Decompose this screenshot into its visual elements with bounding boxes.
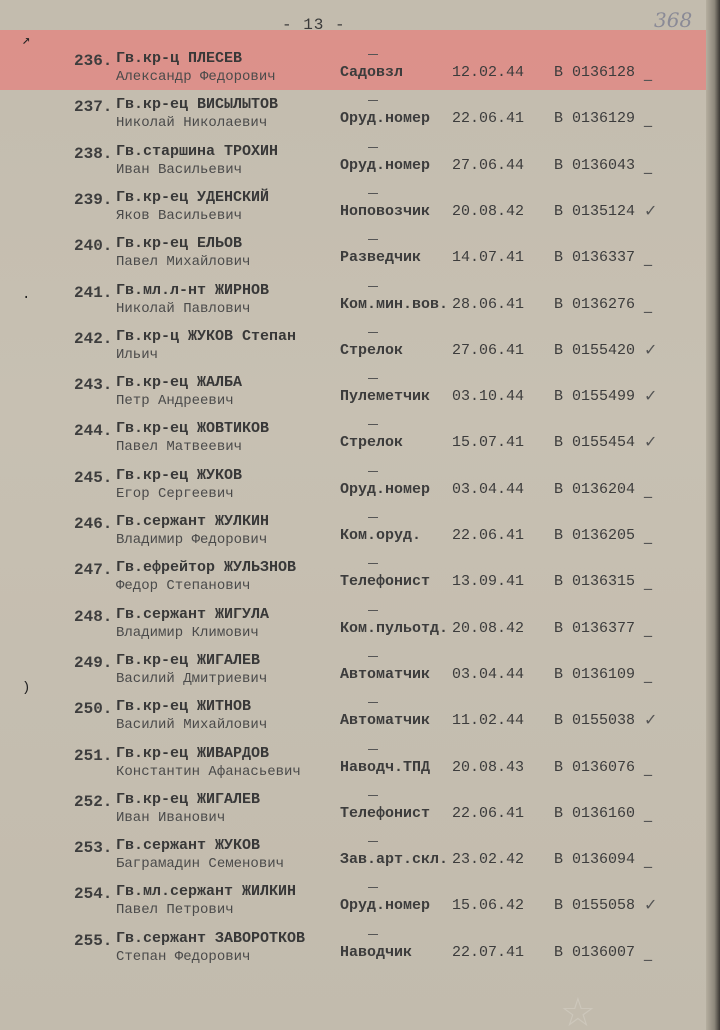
dash-mark [368,517,378,518]
check-mark: _ [644,247,652,266]
check-mark: _ [644,525,652,544]
list-item [0,698,720,742]
rank-surname: Гв.кр-ец ЖУКОВ [116,467,243,484]
given-names: Василий Михайлович [116,717,268,733]
check-mark: _ [644,108,652,127]
check-mark: _ [644,757,652,776]
dash-mark [368,887,378,888]
entry-number: 240. [74,237,113,255]
rank-surname: Гв.кр-ц ПЛЕСЕВ [116,50,243,67]
position: Оруд.номер [340,110,431,127]
entry-number: 247. [74,561,113,579]
list-item [0,652,720,696]
certificate-number: В 0136276 [554,296,636,313]
check-mark: ✓ [644,432,658,451]
date: 15.06.42 [452,897,525,914]
rank-surname: Гв.кр-ец ВИСЫЛЫТОВ [116,96,279,113]
date: 11.02.44 [452,712,525,729]
given-names: Ильич [116,347,159,363]
position: Разведчик [340,249,422,266]
position: Наводч.ТПД [340,759,431,776]
rank-surname: Гв.мл.сержант ЖИЛКИН [116,883,297,900]
date: 13.09.41 [452,573,525,590]
certificate-number: В 0136315 [554,573,636,590]
dash-mark [368,100,378,101]
given-names: Павел Матвеевич [116,439,243,455]
rank-surname: Гв.кр-ц ЖУКОВ Степан [116,328,297,345]
check-mark: _ [644,803,652,822]
check-mark: _ [644,62,652,81]
date: 22.06.41 [452,527,525,544]
page-number: - 13 - [282,16,346,34]
position: Оруд.номер [340,481,431,498]
list-item [0,745,720,789]
certificate-number: В 0155420 [554,342,636,359]
list-item [0,96,720,140]
dash-mark [368,471,378,472]
certificate-number: В 0136377 [554,620,636,637]
dash-mark [368,934,378,935]
position: Зав.арт.скл. [340,851,449,868]
dash-mark [368,563,378,564]
date: 03.10.44 [452,388,525,405]
given-names: Степан Федорович [116,949,251,965]
given-names: Федор Степанович [116,578,251,594]
entry-number: 252. [74,793,113,811]
entry-number: 249. [74,654,113,672]
date: 15.07.41 [452,434,525,451]
check-mark: _ [644,942,652,961]
rank-surname: Гв.сержант ЖУЛКИН [116,513,270,530]
date: 22.06.41 [452,805,525,822]
rank-surname: Гв.сержант ЖУКОВ [116,837,261,854]
dash-mark [368,193,378,194]
list-item [0,559,720,603]
certificate-number: В 0135124 [554,203,636,220]
position: Садовзл [340,64,404,81]
dash-mark [368,239,378,240]
date: 20.08.42 [452,203,525,220]
punch-mark: ↗ [22,33,31,49]
check-mark: _ [644,849,652,868]
entry-number: 237. [74,98,113,116]
entry-number: 246. [74,515,113,533]
entry-number: 241. [74,284,113,302]
given-names: Николай Павлович [116,301,251,317]
list-item [0,328,720,372]
list-item [0,143,720,187]
check-mark: ✓ [644,386,658,405]
given-names: Иван Васильевич [116,162,243,178]
certificate-number: В 0136007 [554,944,636,961]
dash-mark [368,702,378,703]
entry-number: 253. [74,839,113,857]
date: 23.02.42 [452,851,525,868]
dash-mark [368,286,378,287]
rank-surname: Гв.старшина ТРОХИН [116,143,279,160]
position: Автоматчик [340,666,431,683]
rank-surname: Гв.кр-ец ЖИТНОВ [116,698,252,715]
position: Стрелок [340,434,404,451]
entry-number: 236. [74,52,113,70]
check-mark: ✓ [644,710,658,729]
entry-number: 244. [74,422,113,440]
certificate-number: В 0155499 [554,388,636,405]
list-item [0,235,720,279]
given-names: Василий Дмитриевич [116,671,268,687]
list-item [0,467,720,511]
punch-mark: · [22,290,31,306]
dash-mark [368,795,378,796]
dash-mark [368,656,378,657]
certificate-number: В 0155058 [554,897,636,914]
dash-mark [368,147,378,148]
date: 28.06.41 [452,296,525,313]
given-names: Баграмадин Семенович [116,856,285,872]
position: Ком.пульотд. [340,620,449,637]
dash-mark [368,841,378,842]
certificate-number: В 0136160 [554,805,636,822]
dash-mark [368,424,378,425]
position: Ком.мин.вов. [340,296,449,313]
entry-number: 255. [74,932,113,950]
check-mark: _ [644,618,652,637]
certificate-number: В 0136094 [554,851,636,868]
archive-number: 368 [654,8,693,32]
given-names: Павел Михайлович [116,254,251,270]
position: Оруд.номер [340,897,431,914]
rank-surname: Гв.ефрейтор ЖУЛЬЗНОВ [116,559,297,576]
date: 12.02.44 [452,64,525,81]
list-item [0,837,720,881]
entry-number: 238. [74,145,113,163]
given-names: Яков Васильевич [116,208,243,224]
position: Автоматчик [340,712,431,729]
entry-number: 251. [74,747,113,765]
rank-surname: Гв.мл.л-нт ЖИРНОВ [116,282,270,299]
star-icon: ☆ [560,990,596,1030]
list-item [0,420,720,464]
certificate-number: В 0136129 [554,110,636,127]
given-names: Константин Афанасьевич [116,764,301,780]
given-names: Егор Сергеевич [116,486,234,502]
position: Стрелок [340,342,404,359]
dash-mark [368,610,378,611]
date: 20.08.42 [452,620,525,637]
check-mark: _ [644,664,652,683]
rank-surname: Гв.кр-ец ЕЛЬОВ [116,235,243,252]
certificate-number: В 0155454 [554,434,636,451]
check-mark: _ [644,155,652,174]
entry-number: 239. [74,191,113,209]
position: Пулеметчик [340,388,431,405]
rank-surname: Гв.сержант ЖИГУЛА [116,606,270,623]
given-names: Иван Иванович [116,810,226,826]
rank-surname: Гв.кр-ец ЖОВТИКОВ [116,420,270,437]
list-item [0,282,720,326]
position: Телефонист [340,573,431,590]
position: Ноповозчик [340,203,431,220]
date: 03.04.44 [452,481,525,498]
entry-number: 245. [74,469,113,487]
certificate-number: В 0136205 [554,527,636,544]
date: 22.06.41 [452,110,525,127]
rank-surname: Гв.кр-ец ЖАЛБА [116,374,243,391]
given-names: Петр Андреевич [116,393,234,409]
entry-number: 242. [74,330,113,348]
list-item [0,50,720,94]
certificate-number: В 0136109 [554,666,636,683]
check-mark: _ [644,294,652,313]
given-names: Владимир Федорович [116,532,268,548]
check-mark: _ [644,479,652,498]
dash-mark [368,332,378,333]
date: 27.06.44 [452,157,525,174]
list-item [0,606,720,650]
date: 20.08.43 [452,759,525,776]
rank-surname: Гв.кр-ец ЖИГАЛЕВ [116,652,261,669]
position: Оруд.номер [340,157,431,174]
list-item [0,883,720,927]
certificate-number: В 0136204 [554,481,636,498]
entry-number: 248. [74,608,113,626]
list-item [0,189,720,233]
list-item [0,791,720,835]
certificate-number: В 0155038 [554,712,636,729]
position: Ком.оруд. [340,527,422,544]
dash-mark [368,54,378,55]
certificate-number: В 0136043 [554,157,636,174]
check-mark: ✓ [644,340,658,359]
check-mark: ✓ [644,201,658,220]
date: 14.07.41 [452,249,525,266]
entry-number: 254. [74,885,113,903]
given-names: Александр Федорович [116,69,276,85]
given-names: Николай Николаевич [116,115,268,131]
position: Телефонист [340,805,431,822]
dash-mark [368,378,378,379]
given-names: Владимир Климович [116,625,259,641]
rank-surname: Гв.сержант ЗАВОРОТКОВ [116,930,306,947]
punch-mark: ) [22,680,31,696]
position: Наводчик [340,944,413,961]
certificate-number: В 0136337 [554,249,636,266]
certificate-number: В 0136076 [554,759,636,776]
dash-mark [368,749,378,750]
rank-surname: Гв.кр-ец УДЕНСКИЙ [116,189,270,206]
entry-number: 243. [74,376,113,394]
check-mark: _ [644,571,652,590]
given-names: Павел Петрович [116,902,234,918]
list-item [0,374,720,418]
certificate-number: В 0136128 [554,64,636,81]
check-mark: ✓ [644,895,658,914]
list-item [0,930,720,974]
date: 27.06.41 [452,342,525,359]
rank-surname: Гв.кр-ец ЖИВАРДОВ [116,745,270,762]
date: 03.04.44 [452,666,525,683]
rank-surname: Гв.кр-ец ЖИГАЛЕВ [116,791,261,808]
list-item [0,513,720,557]
entry-number: 250. [74,700,113,718]
date: 22.07.41 [452,944,525,961]
